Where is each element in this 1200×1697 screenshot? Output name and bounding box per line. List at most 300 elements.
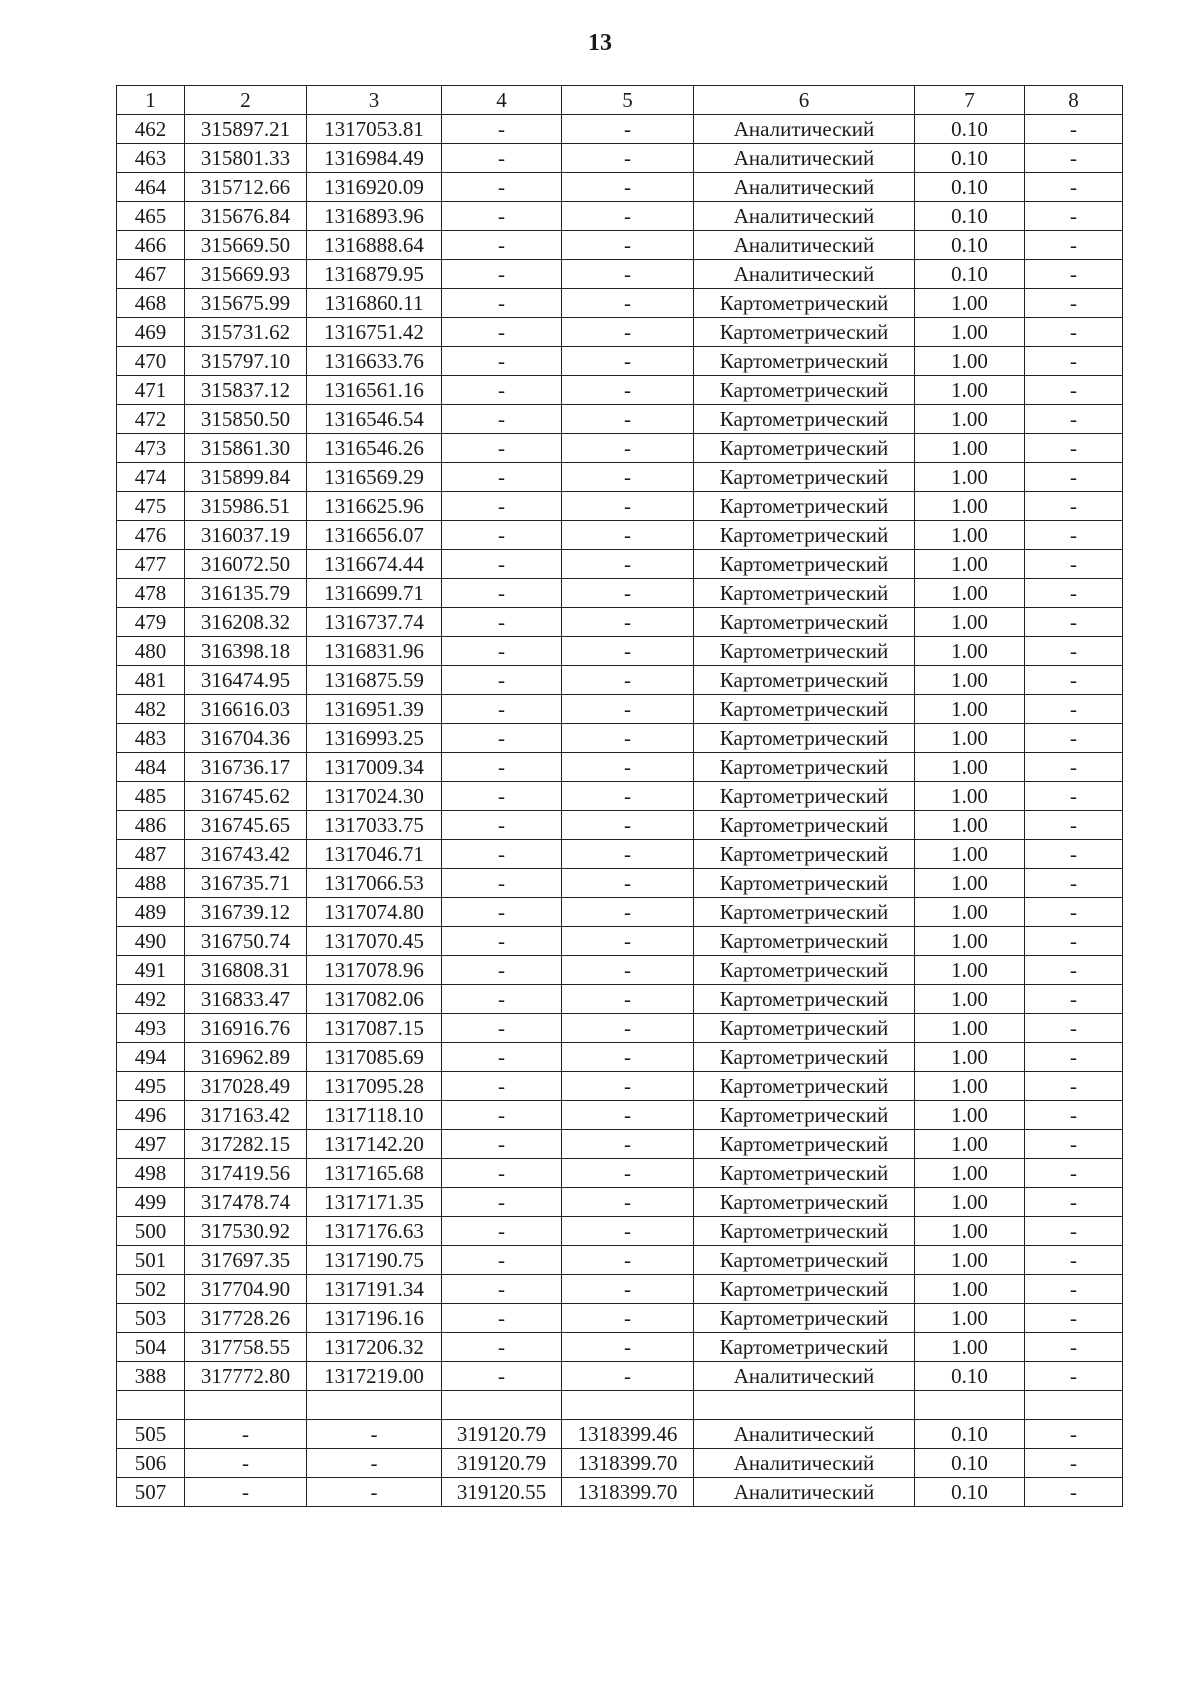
table-cell: Аналитический [694,1420,915,1449]
table-cell: - [562,753,694,782]
table-row [117,782,1123,811]
table-cell: 0.10 [915,202,1025,231]
table-cell: 315837.12 [185,376,307,405]
table-cell: 469 [117,318,185,347]
table-cell: - [442,1014,562,1043]
table-cell: - [562,1275,694,1304]
table-cell: 486 [117,811,185,840]
table-cell: - [562,347,694,376]
table-cell: 0.10 [915,144,1025,173]
table-cell: 1.00 [915,1072,1025,1101]
table-cell: - [1025,579,1123,608]
table-row [117,1101,1123,1130]
table-cell: - [562,376,694,405]
table-row [117,376,1123,405]
table-cell: - [442,1130,562,1159]
table-cell: 1317171.35 [307,1188,442,1217]
table-cell: 1317078.96 [307,956,442,985]
table-cell: - [1025,1420,1123,1449]
table-cell: 316135.79 [185,579,307,608]
table-cell: 507 [117,1478,185,1507]
table-cell: - [1025,318,1123,347]
table-cell: 473 [117,434,185,463]
table-cell: - [442,231,562,260]
table-cell: - [1025,1304,1123,1333]
table-cell: 316735.71 [185,869,307,898]
table-cell [185,1391,307,1420]
table-cell: Картометрический [694,318,915,347]
table-cell: 1317033.75 [307,811,442,840]
table-cell: Картометрический [694,840,915,869]
table-cell: 316704.36 [185,724,307,753]
table-row [117,318,1123,347]
table-cell: - [562,811,694,840]
table-cell: 315797.10 [185,347,307,376]
table-cell: 1316546.54 [307,405,442,434]
table-row [117,144,1123,173]
table-cell: 1317046.71 [307,840,442,869]
header-cell: 8 [1025,86,1123,115]
table-cell: - [562,1130,694,1159]
table-cell: - [442,811,562,840]
table-cell: 1317206.32 [307,1333,442,1362]
table-cell: 1316699.71 [307,579,442,608]
table-cell: - [562,202,694,231]
header-cell: 3 [307,86,442,115]
table-cell: 316072.50 [185,550,307,579]
table-cell: - [562,1072,694,1101]
table-cell: 499 [117,1188,185,1217]
table-cell: - [1025,1333,1123,1362]
table-cell: - [1025,1043,1123,1072]
table-cell: 316208.32 [185,608,307,637]
table-cell: - [442,1188,562,1217]
table-cell: - [1025,1130,1123,1159]
header-cell: 1 [117,86,185,115]
table-cell: 1317196.16 [307,1304,442,1333]
table-cell: 1.00 [915,1159,1025,1188]
table-cell: Картометрический [694,666,915,695]
table-cell: 316474.95 [185,666,307,695]
table-cell: 1.00 [915,289,1025,318]
table-cell: - [1025,173,1123,202]
table-cell: Картометрический [694,985,915,1014]
table-row [117,405,1123,434]
table-cell: Аналитический [694,1362,915,1391]
table-cell: - [562,231,694,260]
table-cell: 488 [117,869,185,898]
table-cell: 491 [117,956,185,985]
table-cell: 1.00 [915,666,1025,695]
table-cell: - [1025,811,1123,840]
table-cell: 1316879.95 [307,260,442,289]
table-cell: - [442,550,562,579]
table-cell: 1317066.53 [307,869,442,898]
table-cell: - [442,1159,562,1188]
table-cell: 316745.65 [185,811,307,840]
table-row [117,1420,1123,1449]
table-cell: - [442,985,562,1014]
table-cell: Картометрический [694,347,915,376]
table-cell: 1.00 [915,637,1025,666]
table-cell: 316833.47 [185,985,307,1014]
table-cell: 0.10 [915,231,1025,260]
table-row [117,579,1123,608]
table-cell: Картометрический [694,1072,915,1101]
table-cell: - [562,289,694,318]
table-cell: 0.10 [915,1449,1025,1478]
table-cell: - [1025,144,1123,173]
table-cell: - [442,289,562,318]
table-cell: - [442,1246,562,1275]
table-cell: 1317024.30 [307,782,442,811]
table-cell: 0.10 [915,1478,1025,1507]
table-cell: 1316831.96 [307,637,442,666]
table-cell: - [1025,840,1123,869]
table-row [117,1014,1123,1043]
table-cell: 462 [117,115,185,144]
table-cell: 1.00 [915,463,1025,492]
table-cell: 316736.17 [185,753,307,782]
table-cell: Картометрический [694,1333,915,1362]
table-cell: - [442,1043,562,1072]
table-cell: 315850.50 [185,405,307,434]
page-number: 13 [588,30,612,56]
table-cell [562,1391,694,1420]
table-cell: - [1025,1275,1123,1304]
table-cell: - [1025,1246,1123,1275]
table-cell: - [1025,1449,1123,1478]
table-row [117,753,1123,782]
table-cell: - [562,1246,694,1275]
table-cell: - [442,1101,562,1130]
table-cell: 1.00 [915,521,1025,550]
table-cell: Картометрический [694,1159,915,1188]
table-cell: 317282.15 [185,1130,307,1159]
table-cell: Картометрический [694,898,915,927]
table-cell [694,1391,915,1420]
table-row [117,1275,1123,1304]
header-cell: 6 [694,86,915,115]
table-cell: 1316656.07 [307,521,442,550]
table-cell: 467 [117,260,185,289]
table-cell: 1316561.16 [307,376,442,405]
table-cell: - [442,144,562,173]
table-cell: - [562,144,694,173]
table-cell: 315899.84 [185,463,307,492]
table-cell: Картометрический [694,956,915,985]
table-cell: 501 [117,1246,185,1275]
table-cell: - [1025,347,1123,376]
table-row [117,1304,1123,1333]
table-cell: - [442,492,562,521]
table-cell: 317419.56 [185,1159,307,1188]
table-cell: 1316625.96 [307,492,442,521]
table-cell: 489 [117,898,185,927]
table-cell: - [562,550,694,579]
table-cell: - [442,608,562,637]
table-cell: 490 [117,927,185,956]
table-cell: 316916.76 [185,1014,307,1043]
table-cell: Аналитический [694,231,915,260]
table-cell: 317478.74 [185,1188,307,1217]
table-row [117,1188,1123,1217]
table-cell: 1317009.34 [307,753,442,782]
table-cell: - [442,405,562,434]
table-cell: Картометрический [694,521,915,550]
table-cell: 317758.55 [185,1333,307,1362]
table-cell: Картометрический [694,1275,915,1304]
table-cell: 477 [117,550,185,579]
table-row [117,1159,1123,1188]
table-cell: 317704.90 [185,1275,307,1304]
table-cell: 1.00 [915,1130,1025,1159]
table-row [117,956,1123,985]
table-cell: 315669.50 [185,231,307,260]
table-row [117,1217,1123,1246]
table-cell: 1317082.06 [307,985,442,1014]
table-cell: - [442,115,562,144]
table-cell: - [562,318,694,347]
table-cell: - [1025,492,1123,521]
table-cell: Картометрический [694,811,915,840]
table-cell: 494 [117,1043,185,1072]
table-cell: 470 [117,347,185,376]
table-cell: - [562,956,694,985]
table-cell: Картометрический [694,1101,915,1130]
table-cell: - [562,869,694,898]
table-cell: 315861.30 [185,434,307,463]
table-cell: - [1025,1159,1123,1188]
table-cell: - [1025,1014,1123,1043]
table-cell: 319120.79 [442,1420,562,1449]
table-cell: 315731.62 [185,318,307,347]
table-cell: Картометрический [694,492,915,521]
table-row [117,1391,1123,1420]
table-cell: - [442,1217,562,1246]
table-cell: 316037.19 [185,521,307,550]
table-cell: 1316984.49 [307,144,442,173]
table-cell: Картометрический [694,637,915,666]
table-cell: 1316737.74 [307,608,442,637]
table-cell: - [442,1072,562,1101]
table-cell: 1.00 [915,1101,1025,1130]
table-cell: 471 [117,376,185,405]
table-cell: - [442,753,562,782]
table-cell: 1316674.44 [307,550,442,579]
table-cell: - [1025,782,1123,811]
table-body [117,115,1123,1507]
table-cell: - [1025,463,1123,492]
table-cell: - [562,608,694,637]
table-cell: 484 [117,753,185,782]
table-cell: - [185,1478,307,1507]
table-cell: 1316633.76 [307,347,442,376]
table-cell: - [1025,608,1123,637]
table-cell: - [1025,1217,1123,1246]
table-cell: - [562,434,694,463]
table-row [117,289,1123,318]
table-cell: 1.00 [915,492,1025,521]
table-cell: 1317095.28 [307,1072,442,1101]
table-cell: Картометрический [694,1246,915,1275]
table-row [117,666,1123,695]
table-cell: - [442,637,562,666]
table-cell: 1.00 [915,782,1025,811]
table-row [117,173,1123,202]
table-cell: - [442,376,562,405]
table-cell: - [562,492,694,521]
table-row [117,521,1123,550]
table-cell: 1.00 [915,840,1025,869]
table-cell: 1.00 [915,1043,1025,1072]
header-cell: 5 [562,86,694,115]
table-cell: 1318399.46 [562,1420,694,1449]
table-cell: 1.00 [915,869,1025,898]
table-cell: - [562,260,694,289]
table-cell: 1.00 [915,318,1025,347]
table-cell: - [442,1275,562,1304]
table-cell: 1.00 [915,1275,1025,1304]
table-cell: - [442,173,562,202]
table-cell: Картометрический [694,463,915,492]
table-cell: 1316920.09 [307,173,442,202]
table-cell: - [307,1478,442,1507]
table-row [117,463,1123,492]
table-cell: 478 [117,579,185,608]
table-cell: - [1025,869,1123,898]
table-cell: 463 [117,144,185,173]
table-cell: Картометрический [694,1043,915,1072]
table-cell: 1.00 [915,579,1025,608]
table-cell: 506 [117,1449,185,1478]
table-cell: 1316860.11 [307,289,442,318]
table-cell: 1316569.29 [307,463,442,492]
table-cell: 1.00 [915,434,1025,463]
table-cell: Картометрический [694,724,915,753]
table-cell: Аналитический [694,1478,915,1507]
table-cell: - [1025,956,1123,985]
table-cell: Картометрический [694,753,915,782]
table-cell: Картометрический [694,376,915,405]
table-cell: 495 [117,1072,185,1101]
table-cell: - [442,463,562,492]
table-cell: 1316546.26 [307,434,442,463]
table-cell: - [1025,550,1123,579]
table-row [117,347,1123,376]
table-row [117,231,1123,260]
table-cell: - [185,1420,307,1449]
table-cell: 0.10 [915,1362,1025,1391]
table-cell: - [562,1188,694,1217]
table-cell: 1316888.64 [307,231,442,260]
table-cell [307,1391,442,1420]
table-cell: 1317085.69 [307,1043,442,1072]
table-cell: 316743.42 [185,840,307,869]
table-cell: Картометрический [694,782,915,811]
table-cell: - [442,260,562,289]
table-cell: 1.00 [915,927,1025,956]
table-cell: - [442,318,562,347]
table-cell: 1316993.25 [307,724,442,753]
table-row [117,492,1123,521]
table-row [117,1072,1123,1101]
table-cell: Картометрический [694,550,915,579]
table-cell: Аналитический [694,1449,915,1478]
table-cell: - [1025,927,1123,956]
table-row [117,840,1123,869]
table-cell: - [1025,1072,1123,1101]
table-cell: 505 [117,1420,185,1449]
table-cell: Картометрический [694,434,915,463]
table-cell: - [1025,637,1123,666]
table-cell: Картометрический [694,869,915,898]
table-cell: 497 [117,1130,185,1159]
table-cell: - [562,1304,694,1333]
table-cell: 1316751.42 [307,318,442,347]
table-cell: - [1025,202,1123,231]
table-cell: 1318399.70 [562,1478,694,1507]
table-cell [1025,1391,1123,1420]
table-cell: - [562,1362,694,1391]
table-cell: - [562,840,694,869]
table-cell: Аналитический [694,115,915,144]
table-cell: 1317053.81 [307,115,442,144]
table-cell: 1.00 [915,1188,1025,1217]
table-cell: - [1025,1362,1123,1391]
table-cell: 317028.49 [185,1072,307,1101]
table-cell: - [1025,1478,1123,1507]
table-cell: Аналитический [694,202,915,231]
table-cell: Аналитический [694,173,915,202]
table-cell: 1317191.34 [307,1275,442,1304]
table-cell: - [562,782,694,811]
table-cell: 1.00 [915,695,1025,724]
table-cell: 1316893.96 [307,202,442,231]
table-cell: - [307,1420,442,1449]
table-cell: - [1025,405,1123,434]
table-row [117,115,1123,144]
table-cell: 1.00 [915,405,1025,434]
table-row [117,608,1123,637]
table-cell: - [1025,376,1123,405]
table-cell: - [1025,1188,1123,1217]
table-cell: 317728.26 [185,1304,307,1333]
table-cell: 316750.74 [185,927,307,956]
table-cell: - [562,985,694,1014]
table-cell: 472 [117,405,185,434]
table-cell: Картометрический [694,1304,915,1333]
table-cell: 1.00 [915,956,1025,985]
table-cell: - [442,521,562,550]
table-cell: - [562,1101,694,1130]
table-cell: 1.00 [915,724,1025,753]
table-cell: Картометрический [694,1014,915,1043]
table-cell: 315669.93 [185,260,307,289]
table-cell: 1317087.15 [307,1014,442,1043]
table-cell: 316962.89 [185,1043,307,1072]
table-cell: 388 [117,1362,185,1391]
table-cell: 1.00 [915,550,1025,579]
table-cell: - [562,405,694,434]
table-cell: 316616.03 [185,695,307,724]
table-cell: 0.10 [915,1420,1025,1449]
table-cell: 316808.31 [185,956,307,985]
table-cell: 315897.21 [185,115,307,144]
table-cell: 483 [117,724,185,753]
table-cell: - [562,115,694,144]
table-row [117,637,1123,666]
